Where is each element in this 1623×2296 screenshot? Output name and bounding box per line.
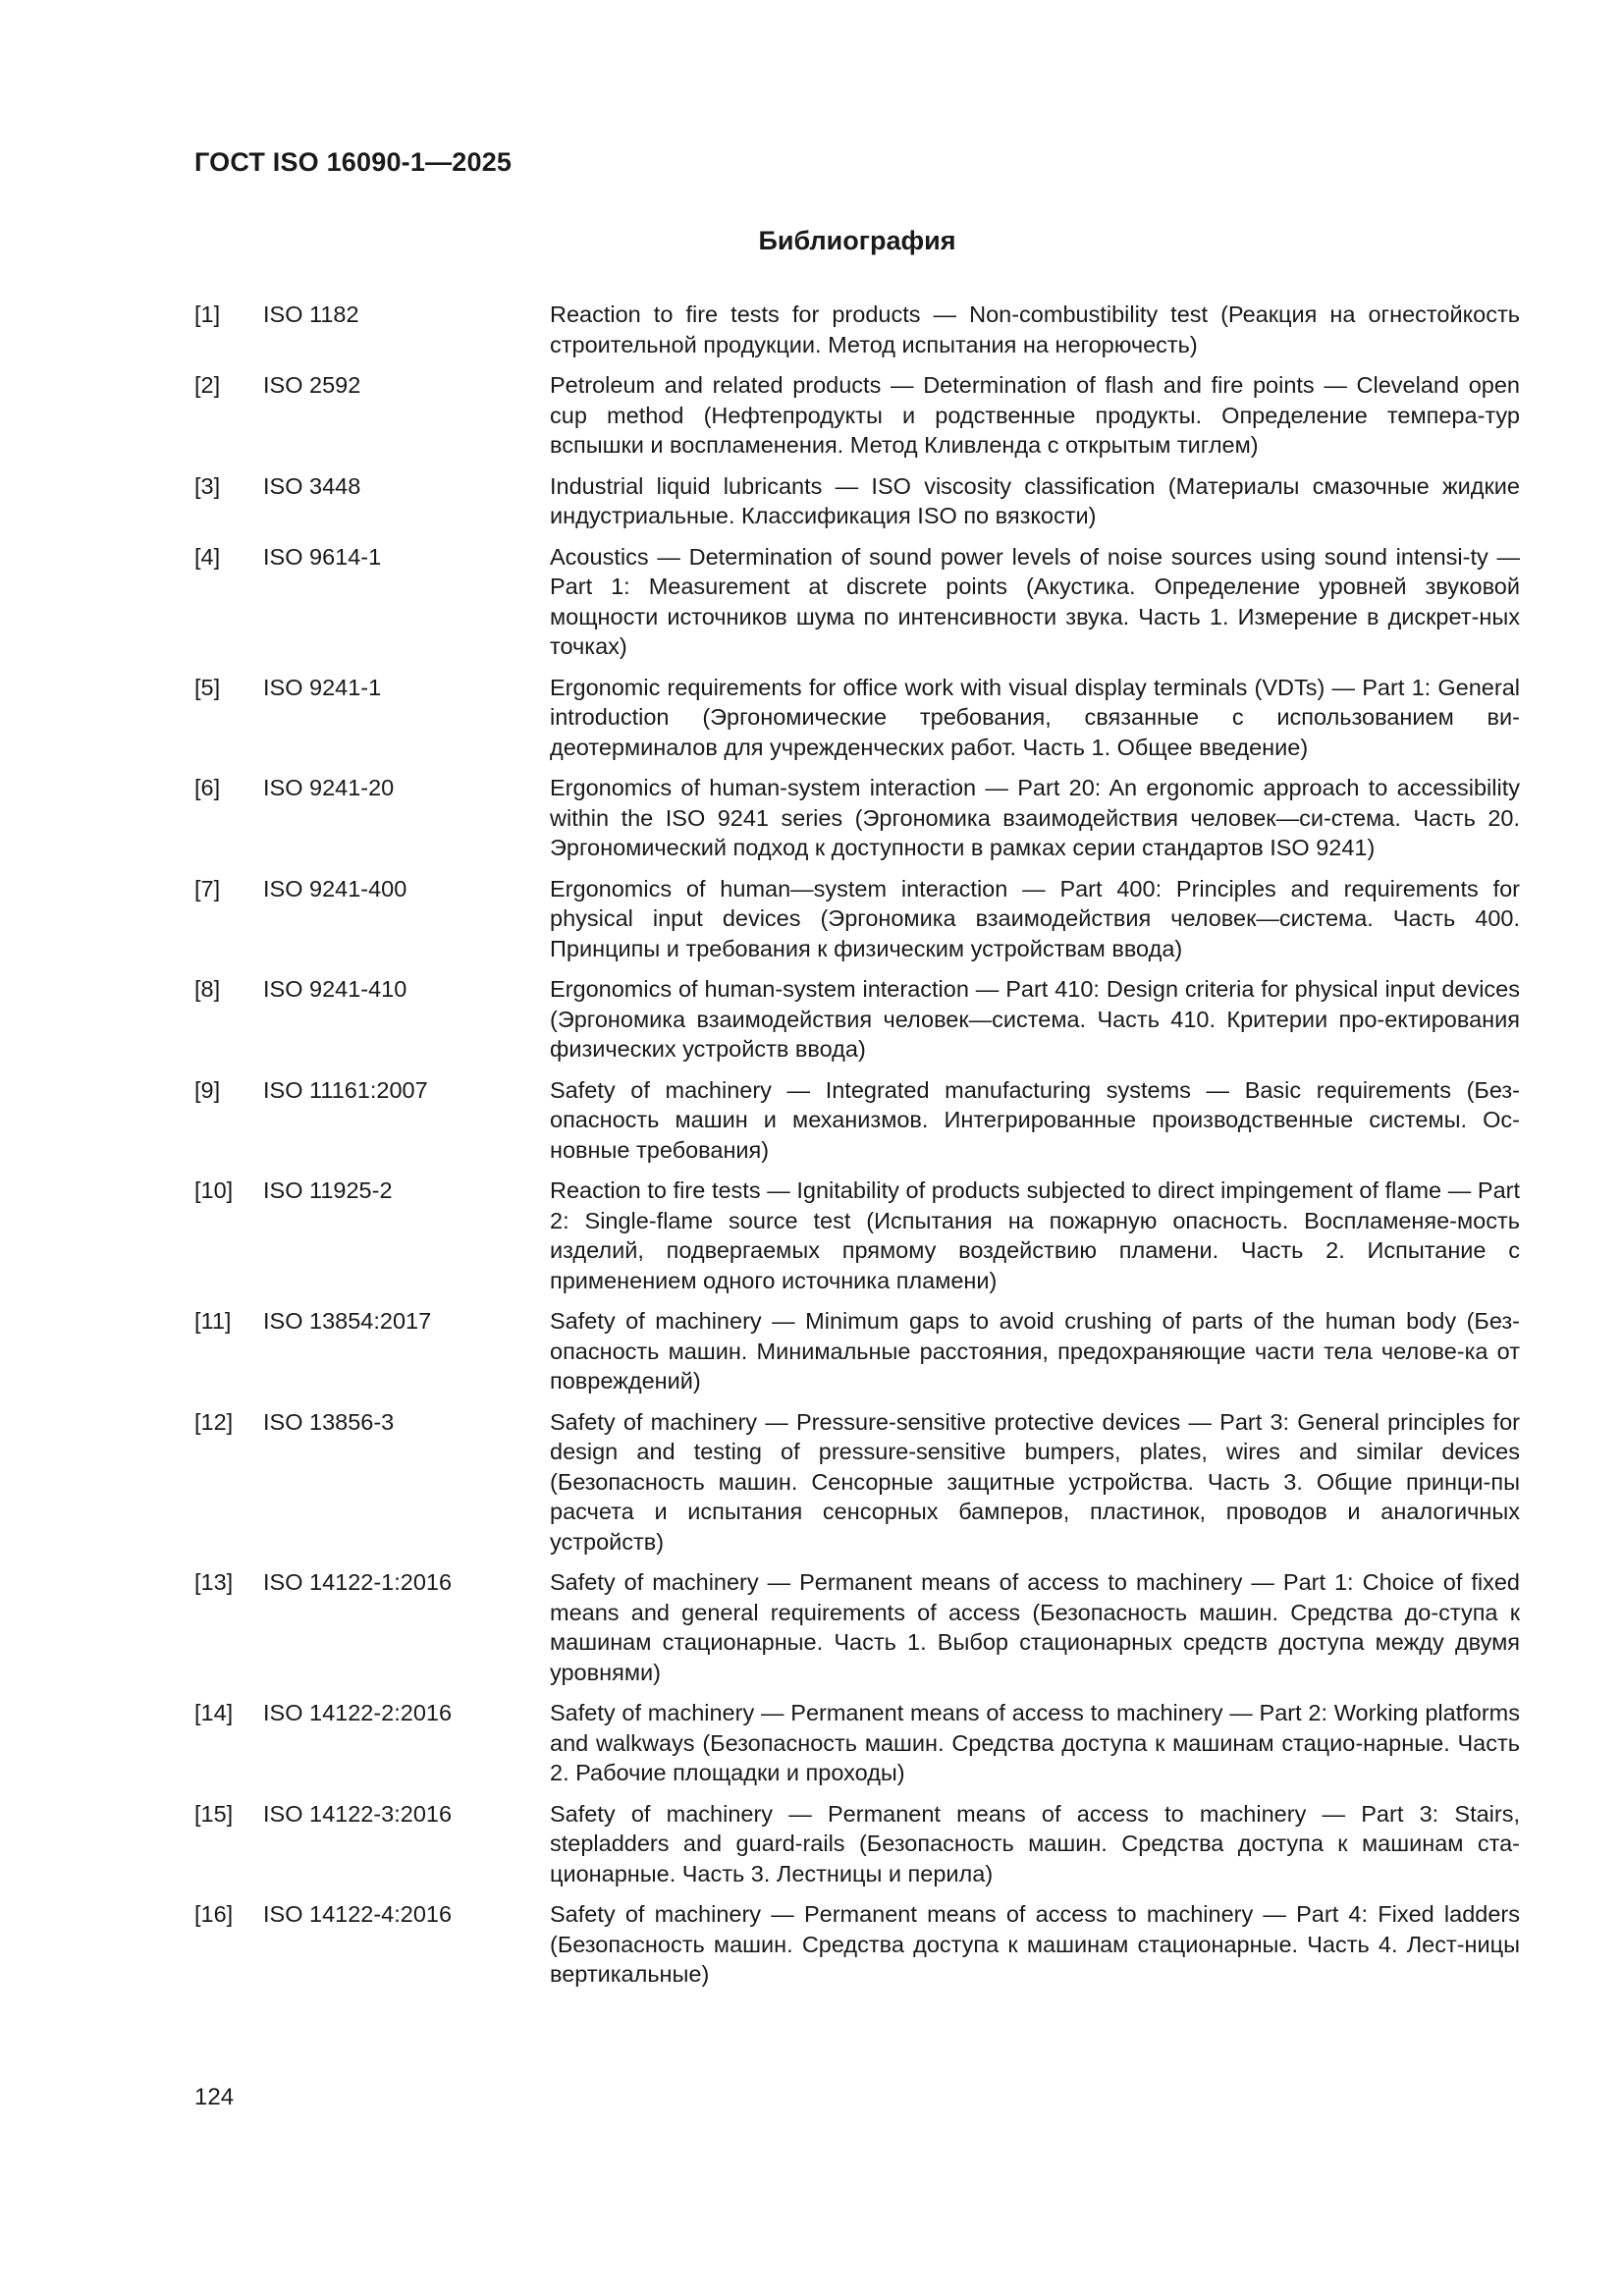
entry-standard-code: ISO 9241-400 [263,875,407,902]
page-number: 124 [194,2084,235,2110]
entry-number: [4] [194,543,221,570]
entry-standard-code: ISO 1182 [263,301,359,327]
entry-number: [1] [194,301,221,327]
bibliography-entry [194,1407,1520,1558]
entry-title: Reaction to fire tests — Ignitability of products subjected to direct impingement of flame — Part 2: Single-flame source test (Испытания на пожарную опасность. Воспламеняе-мость изделий, подвергаемых прямому воздействию пламени. Часть 2. Испытание с применением одного источника пламени) [550,1177,1520,1293]
bibliography-entry [194,1698,1520,1788]
bibliography-entry [194,1899,1520,1990]
entry-standard-code: ISO 14122-4:2016 [263,1901,453,1927]
entry-title: Safety of machinery — Pressure-sensitive protective devices — Part 3: General principles for design and testing of pressure-sensitive bumpers, plates, wires and similar devices (Безопасность машин. Сенсорные защитные устройства. Часть 3. Общие принци-пы расчета и испытания сенсорных бамперов, пластинок, проводов и аналогичных устройств) [550,1408,1520,1555]
entry-number: [6] [194,775,221,800]
bibliography-entry [194,673,1520,763]
entry-number: [12] [194,1408,234,1435]
entry-number: [2] [194,372,221,398]
entry-standard-code: ISO 9241-20 [263,775,395,800]
entry-standard-code: ISO 9241-410 [263,976,407,1002]
entry-title: Safety of machinery — Permanent means of access to machinery — Part 1: Choice of fixed means and general requirements of access (Безопасность машин. Средства до-ступа к машинам стационарные. Часть 1. Выбор стационарных средств доступа между двумя уровнями) [550,1569,1520,1685]
entry-standard-code: ISO 11925-2 [263,1177,393,1203]
entry-standard-code: ISO 9241-1 [263,674,382,700]
entry-title: Safety of machinery — Minimum gaps to avoid crushing of parts of the human body (Без-опасность машин. Минимальные расстояния, предохраняющие части тела челове-ка от повреждений) [550,1308,1520,1394]
entry-standard-code: ISO 14122-1:2016 [263,1569,453,1595]
entry-title: Ergonomics of human—system interaction — Part 400: Principles and requirements for physical input devices (Эргономика взаимодействия человек—система. Часть 400. Принципы и требования к физическим устройствам ввода) [550,875,1520,961]
bibliography-entry [194,974,1520,1065]
bibliography-entry [194,370,1520,461]
entry-title: Ergonomics of human-system interaction — Part 410: Design criteria for physical input devices (Эргономика взаимодействия человек—система. Часть 410. Критерии про-ектирования физических устройств ввода) [550,976,1520,1062]
document-code-header: ГОСТ ISO 16090-1—2025 [194,147,513,177]
entry-standard-code: ISO 3448 [263,472,361,499]
entry-number: [3] [194,472,221,499]
entry-number: [15] [194,1800,234,1827]
bibliography-entry [194,300,1520,359]
entry-number: [5] [194,674,221,700]
entry-standard-code: ISO 14122-2:2016 [263,1700,453,1725]
entry-number: [10] [194,1177,234,1203]
entry-title: Acoustics — Determination of sound power levels of noise sources using sound intensi-ty — Part 1: Measurement at discrete points (Акустика. Определение уровней звуковой мощности источников шума по интенсивности звука. Часть 1. Измерение в дискрет-ных точках) [550,543,1520,659]
entry-standard-code: ISO 2592 [263,372,361,398]
bibliography-entry [194,874,1520,964]
entry-title: Safety of machinery — Permanent means of access to machinery — Part 3: Stairs, stepladders and guard-rails (Безопасность машин. Средства доступа к машинам ста-ционарные. Часть 3. Лестницы и перила) [550,1800,1520,1886]
entry-title: Safety of machinery — Integrated manufacturing systems — Basic requirements (Без-опасность машин и механизмов. Интегрированные производственные системы. Ос-новные требования) [550,1076,1520,1163]
entry-title: Safety of machinery — Permanent means of access to machinery — Part 4: Fixed ladders (Безопасность машин. Средства доступа к машинам стационарные. Часть 4. Лест-ницы вертикальные) [550,1901,1520,1987]
entry-number: [14] [194,1700,234,1725]
entry-number: [16] [194,1901,234,1927]
bibliography-entry [194,1306,1520,1396]
bibliography-entry [194,1075,1520,1166]
entry-title: Petroleum and related products — Determination of flash and fire points — Cleveland open cup method (Нефтепродукты и родственные продукты. Определение темпера-тур вспышки и воспламенения. Метод Кливленда с открытым тиглем) [550,372,1520,458]
bibliography-list [194,300,1520,2000]
entry-title: Safety of machinery — Permanent means of access to machinery — Part 2: Working platforms and walkways (Безопасность машин. Средства доступа к машинам стацио-нарные. Часть 2. Рабочие площадки и проходы) [550,1700,1520,1785]
bibliography-entry [194,471,1520,531]
entry-title: Industrial liquid lubricants — ISO viscosity classification (Материалы смазочные жидкие индустриальные. Классификация ISO по вязкости) [550,472,1520,528]
bibliography-entry [194,1175,1520,1295]
entry-standard-code: ISO 13854:2017 [263,1308,432,1334]
entry-standard-code: ISO 14122-3:2016 [263,1800,453,1827]
entry-number: [11] [194,1308,232,1334]
entry-title: Reaction to fire tests for products — Non-combustibility test (Реакция на огнестойкость строительной продукции. Метод испытания на негорючесть) [550,301,1520,357]
entry-standard-code: ISO 11161:2007 [263,1076,428,1103]
bibliography-title: Библиография [758,226,956,255]
entry-standard-code: ISO 9614-1 [263,543,382,570]
bibliography-entry [194,542,1520,662]
entry-number: [9] [194,1076,221,1103]
entry-number: [13] [194,1569,234,1595]
bibliography-entry [194,1567,1520,1687]
entry-number: [8] [194,976,221,1002]
entry-standard-code: ISO 13856-3 [263,1408,395,1435]
entry-title: Ergonomic requirements for office work with visual display terminals (VDTs) — Part 1: General introduction (Эргономические требования, связанные с использованием ви-деотерминалов для учрежденческих работ. Часть 1. Общее введение) [550,674,1520,760]
entry-title: Ergonomics of human-system interaction — Part 20: An ergonomic approach to accessibility within the ISO 9241 series (Эргономика взаимодействия человек—си-стема. Часть 20. Эргономический подход к доступности в рамках серии стандартов ISO 9241) [550,775,1520,860]
entry-number: [7] [194,875,221,902]
bibliography-entry [194,773,1520,863]
bibliography-entry [194,1799,1520,1889]
